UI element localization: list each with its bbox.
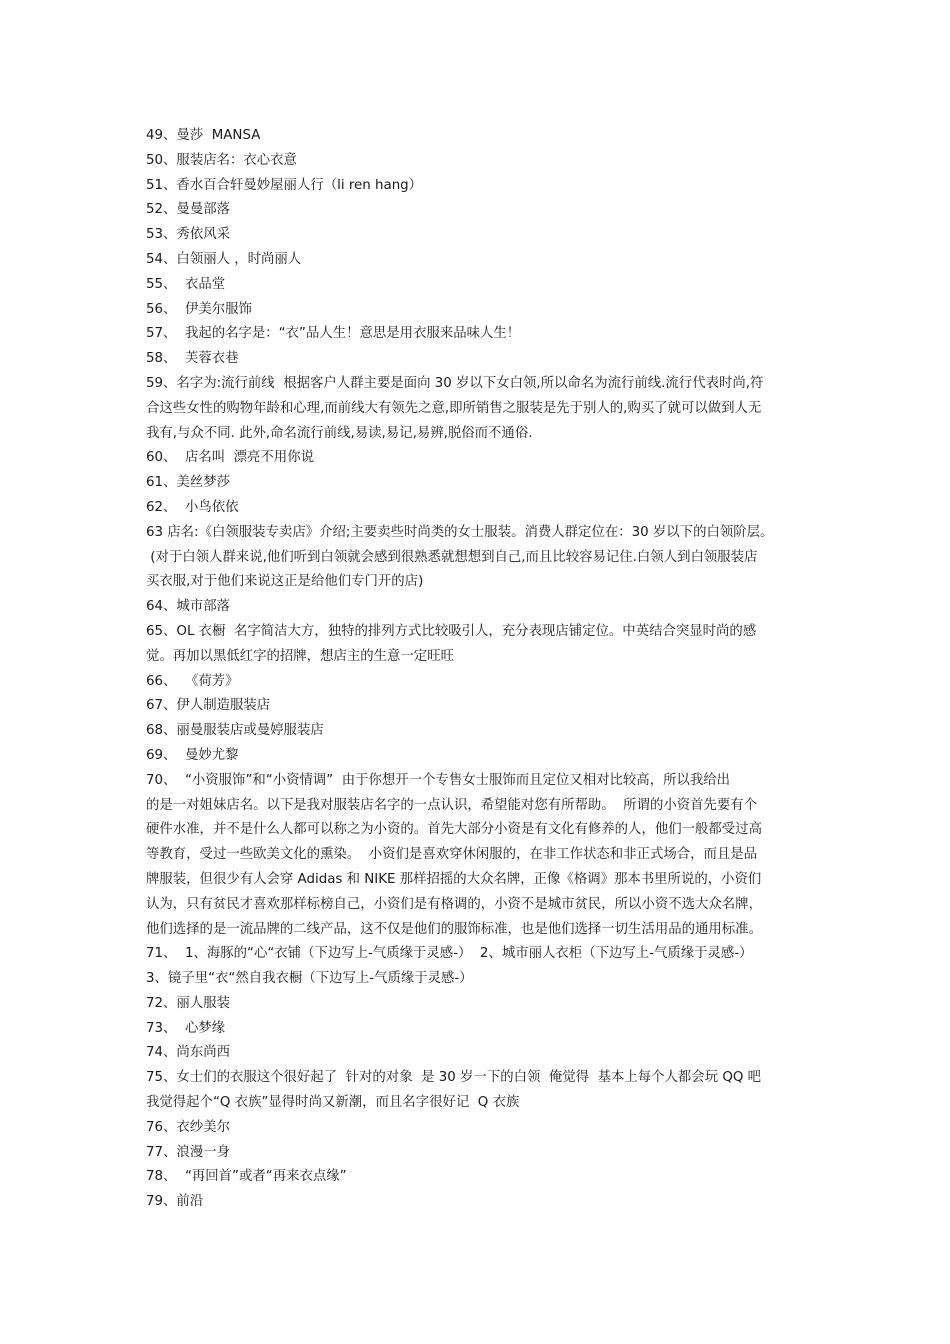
text-line: 75、女士们的衣服这个很好起了 针对的对象 是 30 岁一下的白领 俺觉得 基本上每个人都会玩 QQ 吧	[146, 1070, 762, 1086]
text-line: 79、前沿	[146, 1194, 204, 1210]
text-line: 72、丽人服装	[146, 995, 230, 1011]
text-line: 74、尚东尚西	[146, 1045, 230, 1061]
text-line: 59、名字为:流行前线 根据客户人群主要是面向 30 岁以下女白领,所以命名为流行前线.流行代表时尚,符	[146, 375, 764, 391]
text-line: 买衣服,对于他们来说这正是给他们专门开的店)	[146, 574, 424, 590]
text-line: 3、镜子里“衣“然自我衣橱（下边写上-气质缘于灵感-）	[146, 971, 473, 987]
text-line: 65、OL 衣橱 名字简洁大方，独特的排列方式比较吸引人，充分表现店铺定位。中英结合突显时尚的感	[146, 623, 757, 639]
text-line: 认为，只有贫民才喜欢那样标榜自己，小资们是有格调的，小资不是城市贫民，所以小资不选大众名牌，	[146, 896, 762, 912]
text-line: 他们选择的是一流品牌的二线产品，这不仅是他们的服饰标准，也是他们选择一切生活用品的通用标准。	[146, 921, 762, 937]
text-line: 55、 衣品堂	[146, 276, 226, 292]
text-line: 73、 心梦缘	[146, 1020, 226, 1036]
text-line: 等教育，受过一些欧美文化的熏染。 小资们是喜欢穿休闲服的，在非工作状态和非正式场合，而且是品	[146, 847, 758, 863]
text-line: 56、 伊美尔服饰	[146, 301, 252, 317]
text-line: 我有,与众不同. 此外,命名流行前线,易读,易记,易辨,脱俗而不通俗.	[146, 425, 533, 441]
text-line: 我觉得起个“Q 衣族”显得时尚又新潮，而且名字很好记 Q 衣族	[146, 1095, 520, 1111]
text-line: (对于白领人群来说,他们听到白领就会感到很熟悉就想想到自己,而且比较容易记住.白领人到白领服装店	[146, 549, 758, 565]
text-line: 58、 芙蓉衣巷	[146, 351, 239, 367]
text-line: 77、浪漫一身	[146, 1144, 230, 1160]
text-line: 60、 店名叫 漂亮不用你说	[146, 450, 314, 466]
text-line: 66、 《荷芳》	[146, 673, 239, 689]
text-line: 54、白领丽人 ，时尚丽人	[146, 251, 302, 267]
text-line: 硬件水准，并不是什么人都可以称之为小资的。首先大部分小资是有文化有修养的人，他们一般都受过高	[146, 822, 762, 838]
text-line: 64、城市部落	[146, 599, 230, 615]
text-line: 牌服装，但很少有人会穿 Adidas 和 NIKE 那样招摇的大众名牌，正像《格调》那本书里所说的，小资们	[146, 871, 762, 887]
text-line: 53、秀依风采	[146, 227, 230, 243]
text-line: 76、衣纱美尔	[146, 1119, 230, 1135]
text-line: 71、 1、海豚的“心“衣铺（下边写上-气质缘于灵感-） 2、城市丽人衣柜（下边写上-气质缘于灵感-）	[146, 946, 753, 962]
text-line: 合这些女性的购物年龄和心理,而前线大有领先之意,即所销售之服装是先于别人的,购买了就可以做到人无	[146, 400, 762, 416]
document-body	[146, 124, 810, 1215]
text-line: 62、 小鸟依依	[146, 499, 239, 515]
text-line: 的是一对姐妹店名。以下是我对服装店名字的一点认识，希望能对您有所帮助。 所谓的小资首先要有个	[146, 797, 758, 813]
text-line: 70、 “小资服饰”和“小资情调” 由于你想开一个专售女士服饰而且定位又相对比较高，所以我给出	[146, 772, 731, 788]
text-line: 49、曼莎 MANSA	[146, 128, 261, 143]
text-line: 57、 我起的名字是：“衣”品人生！意思是用衣服来品味人生！	[146, 326, 521, 342]
text-line: 52、曼曼部落	[146, 202, 230, 218]
text-line: 67、伊人制造服装店	[146, 698, 271, 714]
text-line: 68、丽曼服装店或曼婷服装店	[146, 723, 324, 739]
text-line: 50、服装店名：衣心衣意	[146, 152, 297, 168]
text-line: 觉。再加以黑低红字的招牌，想店主的生意一定旺旺	[146, 648, 454, 664]
text-line: 51、香水百合轩曼妙屋丽人行（li ren hang）	[146, 177, 423, 193]
text-line: 63 店名:《白领服装专卖店》介绍;主要卖些时尚类的女士服装。消费人群定位在：30 岁以下的白领阶层。	[146, 524, 774, 540]
text-line: 78、 “再回首”或者“再来衣点缘”	[146, 1169, 347, 1185]
text-line: 69、 曼妙尤黎	[146, 747, 239, 763]
text-line: 61、美丝梦莎	[146, 475, 230, 491]
